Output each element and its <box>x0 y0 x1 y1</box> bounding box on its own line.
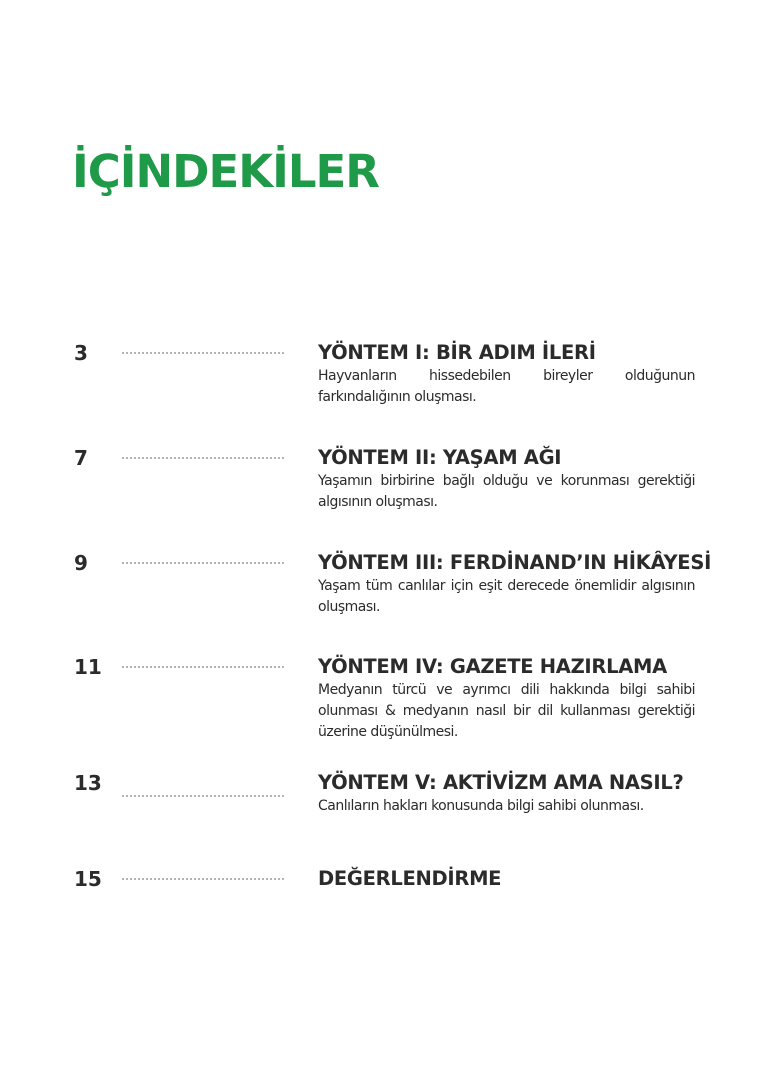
toc-page-number: 11 <box>74 655 102 679</box>
toc-page-number: 13 <box>74 771 102 795</box>
toc-title[interactable]: YÖNTEM I: BİR ADIM İLERİ <box>318 341 596 364</box>
toc-description: Canlıların hakları konusunda bilgi sahibi olunması. <box>318 798 644 814</box>
toc-leader-dots <box>122 562 284 564</box>
toc-description: Hayvanların hissedebilen bireyler olduğunun farkındalığının oluşması. <box>318 368 695 405</box>
page-title: İÇİNDEKİLER <box>72 145 379 198</box>
toc-description: Yaşamın birbirine bağlı olduğu ve korunması gerektiği algısının oluşması. <box>318 473 695 510</box>
toc-title[interactable]: DEĞERLENDİRME <box>318 867 502 890</box>
toc-leader-dots <box>122 352 284 354</box>
toc-page-number: 3 <box>74 341 88 365</box>
toc-title[interactable]: YÖNTEM V: AKTİVİZM AMA NASIL? <box>318 771 684 794</box>
toc-leader-dots <box>122 457 284 459</box>
toc-leader-dots <box>122 795 284 797</box>
toc-leader-dots <box>122 666 284 668</box>
toc-page-number: 7 <box>74 446 88 470</box>
toc-leader-dots <box>122 878 284 880</box>
toc-title[interactable]: YÖNTEM II: YAŞAM AĞI <box>318 446 562 469</box>
toc-description: Yaşam tüm canlılar için eşit derecede önemlidir algısının oluşması. <box>318 578 695 615</box>
toc-page-number: 9 <box>74 551 88 575</box>
toc-title[interactable]: YÖNTEM III: FERDİNAND’IN HİKÂYESİ <box>318 551 712 574</box>
toc-page-number: 15 <box>74 867 102 891</box>
toc-title[interactable]: YÖNTEM IV: GAZETE HAZIRLAMA <box>318 655 667 678</box>
toc-description: Medyanın türcü ve ayrımcı dili hakkında bilgi sahibi olunması & medyanın nasıl bir dil kullanması gerektiği üzerine düşünülmesi. <box>318 682 695 740</box>
